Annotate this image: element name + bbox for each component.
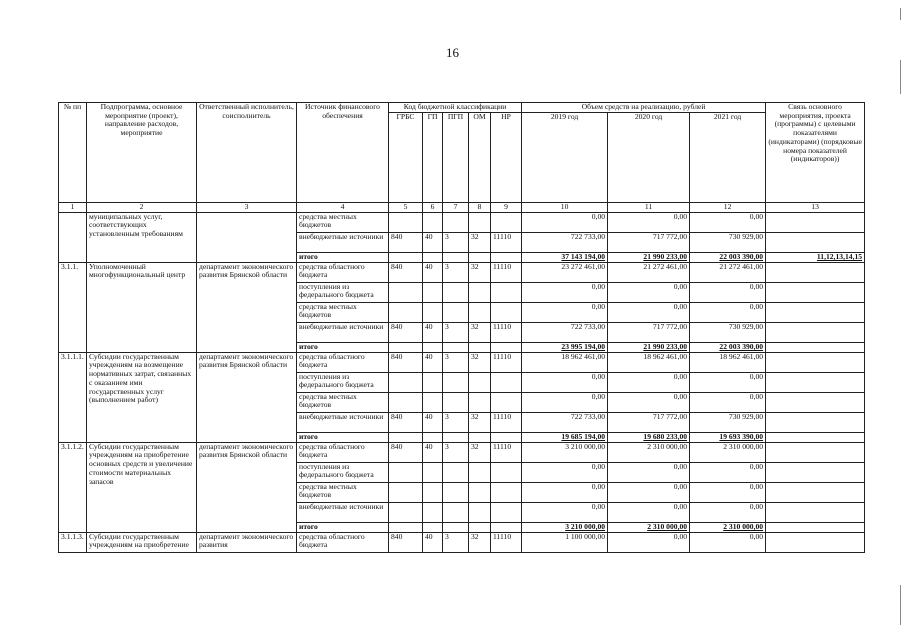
value-cell: 0,00: [608, 462, 690, 482]
col-number: 3: [197, 202, 297, 212]
row-number: 3.1.1.1.: [59, 352, 87, 442]
header-budget-code: Код бюджетной классификации: [389, 103, 522, 113]
source-cell: внебюджетные источники: [297, 232, 389, 252]
code-cell: 840: [389, 442, 423, 462]
value-cell: 0,00: [608, 532, 690, 552]
measure-name: Субсидии государственным учреждениям на возмещение нормативных затрат, связанных с оказанием ими государственных услуг (выполнением работ): [87, 352, 197, 442]
code-cell: 40: [423, 322, 443, 342]
value-cell: 0,00: [608, 282, 690, 302]
executor-name: департамент экономического развития Брянской области: [197, 262, 297, 352]
measure-name: Уполномоченный многофункциональный центр: [87, 262, 197, 352]
measure-name: Субсидии государственным учреждениям на приобретение: [87, 532, 197, 552]
value-cell: 0,00: [522, 502, 608, 522]
table-row: [59, 212, 865, 232]
code-cell: 840: [389, 532, 423, 552]
header-pgp: ПГП: [443, 112, 469, 202]
code-cell: 840: [389, 412, 423, 432]
row-number: 3.1.1.2.: [59, 442, 87, 532]
value-cell: 0,00: [690, 502, 766, 522]
scan-edge-mark: [900, 60, 901, 94]
source-cell: внебюджетные источники: [297, 502, 389, 522]
code-cell: 3: [443, 442, 469, 462]
source-cell: внебюджетные источники: [297, 322, 389, 342]
total-cell: 3 210 000,00: [522, 522, 608, 532]
total-cell: 2 310 000,00: [608, 522, 690, 532]
code-cell: 11110: [491, 322, 522, 342]
value-cell: 0,00: [608, 392, 690, 412]
value-cell: 0,00: [522, 212, 608, 232]
value-cell: 0,00: [608, 302, 690, 322]
total-cell: 21 990 233,00: [608, 252, 690, 262]
code-cell: 3: [443, 322, 469, 342]
code-cell: 3: [443, 232, 469, 252]
total-cell: 19 685 194,00: [522, 432, 608, 442]
value-cell: 0,00: [522, 372, 608, 392]
code-cell: 40: [423, 262, 443, 282]
total-cell: 22 003 390,00: [690, 342, 766, 352]
code-cell: 840: [389, 262, 423, 282]
code-cell: 40: [423, 232, 443, 252]
header-2019: 2019 год: [522, 112, 608, 202]
value-cell: 717 772,00: [608, 412, 690, 432]
code-cell: 3: [443, 352, 469, 372]
row-number: 3.1.1.: [59, 262, 87, 352]
value-cell: 18 962 461,00: [522, 352, 608, 372]
total-cell: 19 693 390,00: [690, 432, 766, 442]
header-source: Источник финансового обеспечения: [297, 103, 389, 203]
value-cell: 0,00: [690, 462, 766, 482]
source-cell: средства местных бюджетов: [297, 392, 389, 412]
table-row: [59, 262, 865, 282]
code-cell: 32: [469, 352, 491, 372]
col-number: 13: [766, 202, 865, 212]
col-number: 12: [690, 202, 766, 212]
total-cell: 21 990 233,00: [608, 342, 690, 352]
source-cell: итого: [297, 522, 389, 532]
code-cell: 11110: [491, 262, 522, 282]
code-cell: 32: [469, 412, 491, 432]
source-cell: средства местных бюджетов: [297, 302, 389, 322]
value-cell: 21 272 461,00: [608, 262, 690, 282]
executor-name: департамент экономического развития Брянской области: [197, 352, 297, 442]
code-cell: 32: [469, 232, 491, 252]
header-grbs: ГРБС: [389, 112, 423, 202]
value-cell: 717 772,00: [608, 232, 690, 252]
value-cell: 0,00: [608, 212, 690, 232]
col-number: 9: [491, 202, 522, 212]
source-cell: итого: [297, 252, 389, 262]
code-cell: 40: [423, 352, 443, 372]
code-cell: 40: [423, 442, 443, 462]
source-cell: средства местных бюджетов: [297, 482, 389, 502]
header-executor: Ответственный исполнитель, соисполнитель: [197, 103, 297, 203]
code-cell: 40: [423, 412, 443, 432]
value-cell: 21 272 461,00: [690, 262, 766, 282]
value-cell: 730 929,00: [690, 322, 766, 342]
source-cell: внебюджетные источники: [297, 412, 389, 432]
value-cell: 717 772,00: [608, 322, 690, 342]
source-cell: средства местных бюджетов: [297, 212, 389, 232]
value-cell: 722 733,00: [522, 232, 608, 252]
measure-name: муниципальных услуг, соответствующих установленным требованиям: [87, 212, 197, 262]
code-cell: 11110: [491, 412, 522, 432]
code-cell: 11110: [491, 532, 522, 552]
code-cell: 32: [469, 262, 491, 282]
header-gp: ГП: [423, 112, 443, 202]
row-number: 3.1.1.3.: [59, 532, 87, 552]
code-cell: 840: [389, 322, 423, 342]
header-om: ОМ: [469, 112, 491, 202]
source-cell: поступления из федерального бюджета: [297, 282, 389, 302]
value-cell: 722 733,00: [522, 322, 608, 342]
header-2021: 2021 год: [690, 112, 766, 202]
value-cell: 0,00: [522, 392, 608, 412]
code-cell: 3: [443, 412, 469, 432]
code-cell: 32: [469, 322, 491, 342]
header-volume: Объем средств на реализацию, рублей: [522, 103, 766, 113]
col-number: 10: [522, 202, 608, 212]
col-number: 1: [59, 202, 87, 212]
code-cell: 840: [389, 232, 423, 252]
source-cell: средства областного бюджета: [297, 442, 389, 462]
source-cell: итого: [297, 432, 389, 442]
page-number: 16: [446, 45, 459, 60]
table-row: [59, 532, 865, 552]
value-cell: 722 733,00: [522, 412, 608, 432]
col-number: 5: [389, 202, 423, 212]
value-cell: 2 310 000,00: [690, 442, 766, 462]
code-cell: 40: [423, 532, 443, 552]
header-link: Связь основного мероприятия, проекта (программы) с целевыми показателями (индикаторами) (порядковые номера показателей (индикаторов)): [766, 103, 865, 203]
source-cell: поступления из федерального бюджета: [297, 462, 389, 482]
code-cell: 32: [469, 442, 491, 462]
value-cell: 0,00: [522, 482, 608, 502]
total-cell: 37 143 194,00: [522, 252, 608, 262]
value-cell: 0,00: [522, 282, 608, 302]
table-row: [59, 352, 865, 372]
total-cell: 2 310 000,00: [690, 522, 766, 532]
value-cell: 0,00: [608, 482, 690, 502]
code-cell: 11110: [491, 232, 522, 252]
scan-edge-mark: [900, 8, 901, 20]
value-cell: 23 272 461,00: [522, 262, 608, 282]
table-row: [59, 442, 865, 462]
value-cell: 0,00: [608, 372, 690, 392]
value-cell: 2 310 000,00: [608, 442, 690, 462]
value-cell: 0,00: [522, 462, 608, 482]
executor-name: департамент экономического развития: [197, 532, 297, 552]
col-number: 11: [608, 202, 690, 212]
measure-name: Субсидии государственным учреждениям на приобретение основных средств и увеличение стоимости материальных запасов: [87, 442, 197, 532]
value-cell: 0,00: [690, 482, 766, 502]
source-cell: средства областного бюджета: [297, 532, 389, 552]
value-cell: 0,00: [690, 282, 766, 302]
code-cell: 840: [389, 352, 423, 372]
value-cell: 730 929,00: [690, 232, 766, 252]
value-cell: 3 210 000,00: [522, 442, 608, 462]
budget-table: [58, 102, 865, 553]
indicator-cell: 11,12,13,14,15: [766, 252, 865, 262]
total-cell: 22 003 390,00: [690, 252, 766, 262]
executor-name: департамент экономического развития Брянской области: [197, 442, 297, 532]
header-nr: НР: [491, 112, 522, 202]
source-cell: поступления из федерального бюджета: [297, 372, 389, 392]
header-num: № пп: [59, 103, 87, 203]
value-cell: 18 962 461,00: [608, 352, 690, 372]
total-cell: 19 680 233,00: [608, 432, 690, 442]
col-number: 4: [297, 202, 389, 212]
value-cell: 0,00: [690, 532, 766, 552]
value-cell: 18 962 461,00: [690, 352, 766, 372]
value-cell: 0,00: [690, 372, 766, 392]
value-cell: 1 100 000,00: [522, 532, 608, 552]
value-cell: 0,00: [690, 392, 766, 412]
value-cell: 0,00: [690, 212, 766, 232]
code-cell: 3: [443, 262, 469, 282]
col-number: 6: [423, 202, 443, 212]
source-cell: средства областного бюджета: [297, 352, 389, 372]
source-cell: средства областного бюджета: [297, 262, 389, 282]
header-2020: 2020 год: [608, 112, 690, 202]
col-number: 2: [87, 202, 197, 212]
code-cell: 11110: [491, 352, 522, 372]
value-cell: 0,00: [522, 302, 608, 322]
col-number: 7: [443, 202, 469, 212]
col-number: 8: [469, 202, 491, 212]
code-cell: 11110: [491, 442, 522, 462]
code-cell: 3: [443, 532, 469, 552]
value-cell: 730 929,00: [690, 412, 766, 432]
value-cell: 0,00: [608, 502, 690, 522]
header-subprogram: Подпрограмма, основное мероприятие (проект), направление расходов, мероприятие: [87, 103, 197, 203]
source-cell: итого: [297, 342, 389, 352]
value-cell: 0,00: [690, 302, 766, 322]
scan-edge-mark: [900, 585, 901, 625]
code-cell: 32: [469, 532, 491, 552]
total-cell: 23 995 194,00: [522, 342, 608, 352]
